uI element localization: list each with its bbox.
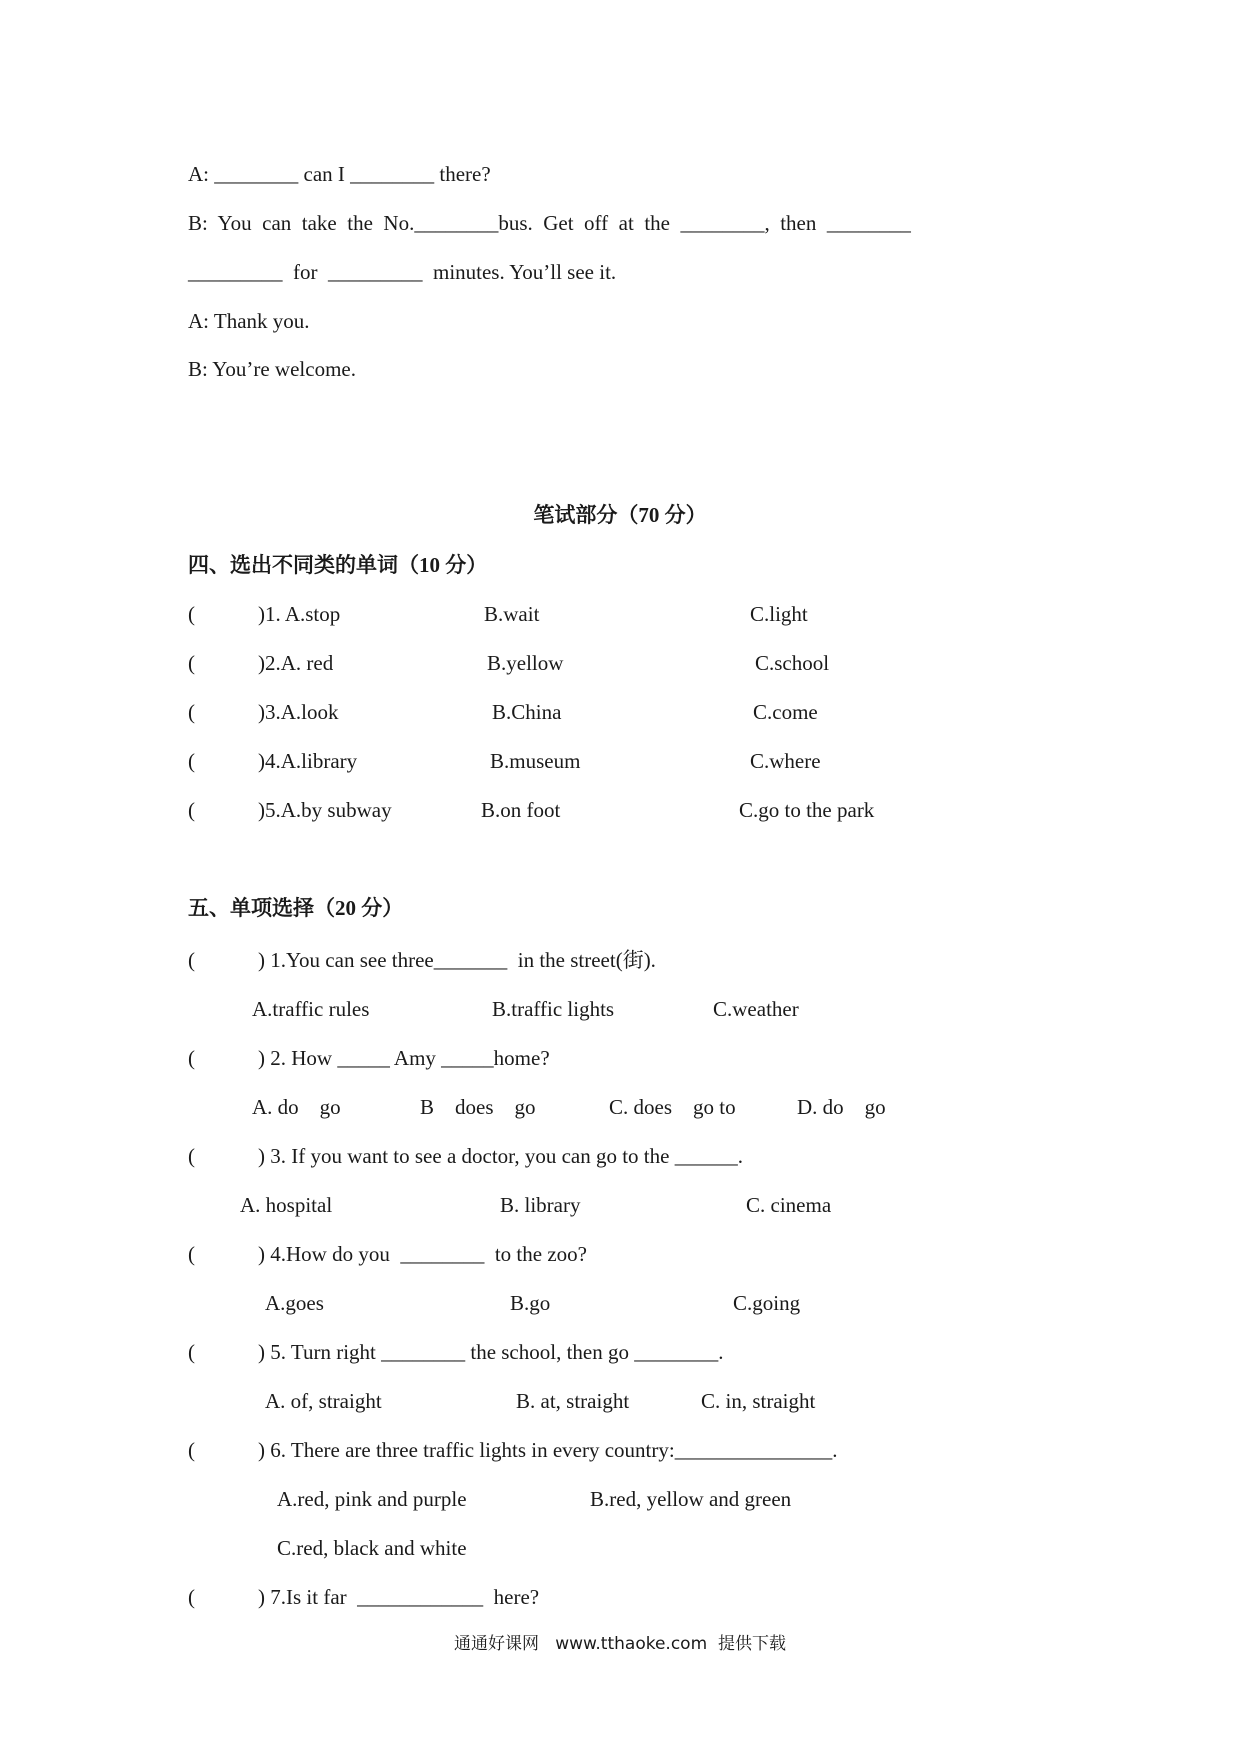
answer-paren: ( — [188, 1438, 195, 1462]
answer-paren: ( — [188, 1144, 195, 1168]
answer-paren: ( — [188, 1242, 195, 1266]
option-b: B.red, yellow and green — [590, 1487, 792, 1511]
answer-paren: ( — [188, 948, 195, 972]
answer-paren: ( — [188, 1340, 195, 1364]
option-c: C.go to the park — [739, 798, 875, 822]
option-a: )5.A.by subway — [258, 798, 392, 822]
question-stem: ) 6. There are three traffic lights in every country:_______________. — [258, 1438, 838, 1462]
option-d: D. do go — [797, 1095, 886, 1119]
option-a: A. of, straight — [265, 1389, 382, 1413]
answer-paren: ( — [188, 749, 195, 773]
option-c: C. does go to — [609, 1095, 736, 1119]
dialogue-line-4: A: Thank you. — [188, 309, 310, 333]
option-a: )4.A.library — [258, 749, 358, 773]
option-c: C.where — [750, 749, 821, 773]
option-a: )2.A. red — [258, 651, 334, 675]
option-b: B. at, straight — [516, 1389, 630, 1413]
option-b: B.traffic lights — [492, 997, 615, 1021]
part4-heading: 四、选出不同类的单词（10 分） — [188, 553, 488, 577]
dialogue-line-1: A: ________ can I ________ there? — [188, 162, 491, 186]
option-b: B.museum — [490, 749, 581, 773]
dialogue-line-5: B: You’re welcome. — [188, 357, 356, 381]
dialogue-line-2: B: You can take the No.________bus. Get off at the ________, then ________ — [188, 211, 911, 235]
option-b: B.on foot — [481, 798, 561, 822]
part5-heading: 五、单项选择（20 分） — [188, 896, 404, 920]
option-c: C.red, black and white — [277, 1536, 467, 1560]
option-c: C. cinema — [746, 1193, 832, 1217]
section-title: 笔试部分（70 分） — [533, 503, 707, 527]
question-stem: ) 5. Turn right ________ the school, then go ________. — [258, 1340, 724, 1364]
option-a: )1. A.stop — [258, 602, 341, 626]
option-c: C.light — [750, 602, 808, 626]
option-a: )3.A.look — [258, 700, 339, 724]
option-c: C. in, straight — [701, 1389, 816, 1413]
option-b: B.wait — [484, 602, 540, 626]
option-b: B.yellow — [487, 651, 564, 675]
option-c: C.going — [733, 1291, 801, 1315]
answer-paren: ( — [188, 798, 195, 822]
question-stem: ) 7.Is it far ____________ here? — [258, 1585, 540, 1609]
option-a: A.goes — [265, 1291, 324, 1315]
option-a: A. do go — [252, 1095, 341, 1119]
option-b: B does go — [420, 1095, 536, 1119]
footer-credit: 通通好课网 www.tthaoke.com 提供下载 — [454, 1634, 786, 1654]
option-b: B.go — [510, 1291, 551, 1315]
option-b: B.China — [492, 700, 562, 724]
dialogue-line-3: _________ for _________ minutes. You’ll see it. — [188, 260, 617, 284]
option-a: A.traffic rules — [252, 997, 370, 1021]
answer-paren: ( — [188, 1046, 195, 1070]
answer-paren: ( — [188, 602, 195, 626]
question-stem: ) 3. If you want to see a doctor, you can go to the ______. — [258, 1144, 743, 1168]
question-stem: ) 2. How _____ Amy _____home? — [258, 1046, 550, 1070]
question-stem: ) 1.You can see three_______ in the street(街). — [258, 948, 656, 972]
option-a: A.red, pink and purple — [277, 1487, 467, 1511]
option-a: A. hospital — [240, 1193, 333, 1217]
question-stem: ) 4.How do you ________ to the zoo? — [258, 1242, 587, 1266]
answer-paren: ( — [188, 700, 195, 724]
answer-paren: ( — [188, 651, 195, 675]
option-b: B. library — [500, 1193, 581, 1217]
option-c: C.school — [755, 651, 830, 675]
option-c: C.weather — [713, 997, 799, 1021]
option-c: C.come — [753, 700, 818, 724]
answer-paren: ( — [188, 1585, 195, 1609]
